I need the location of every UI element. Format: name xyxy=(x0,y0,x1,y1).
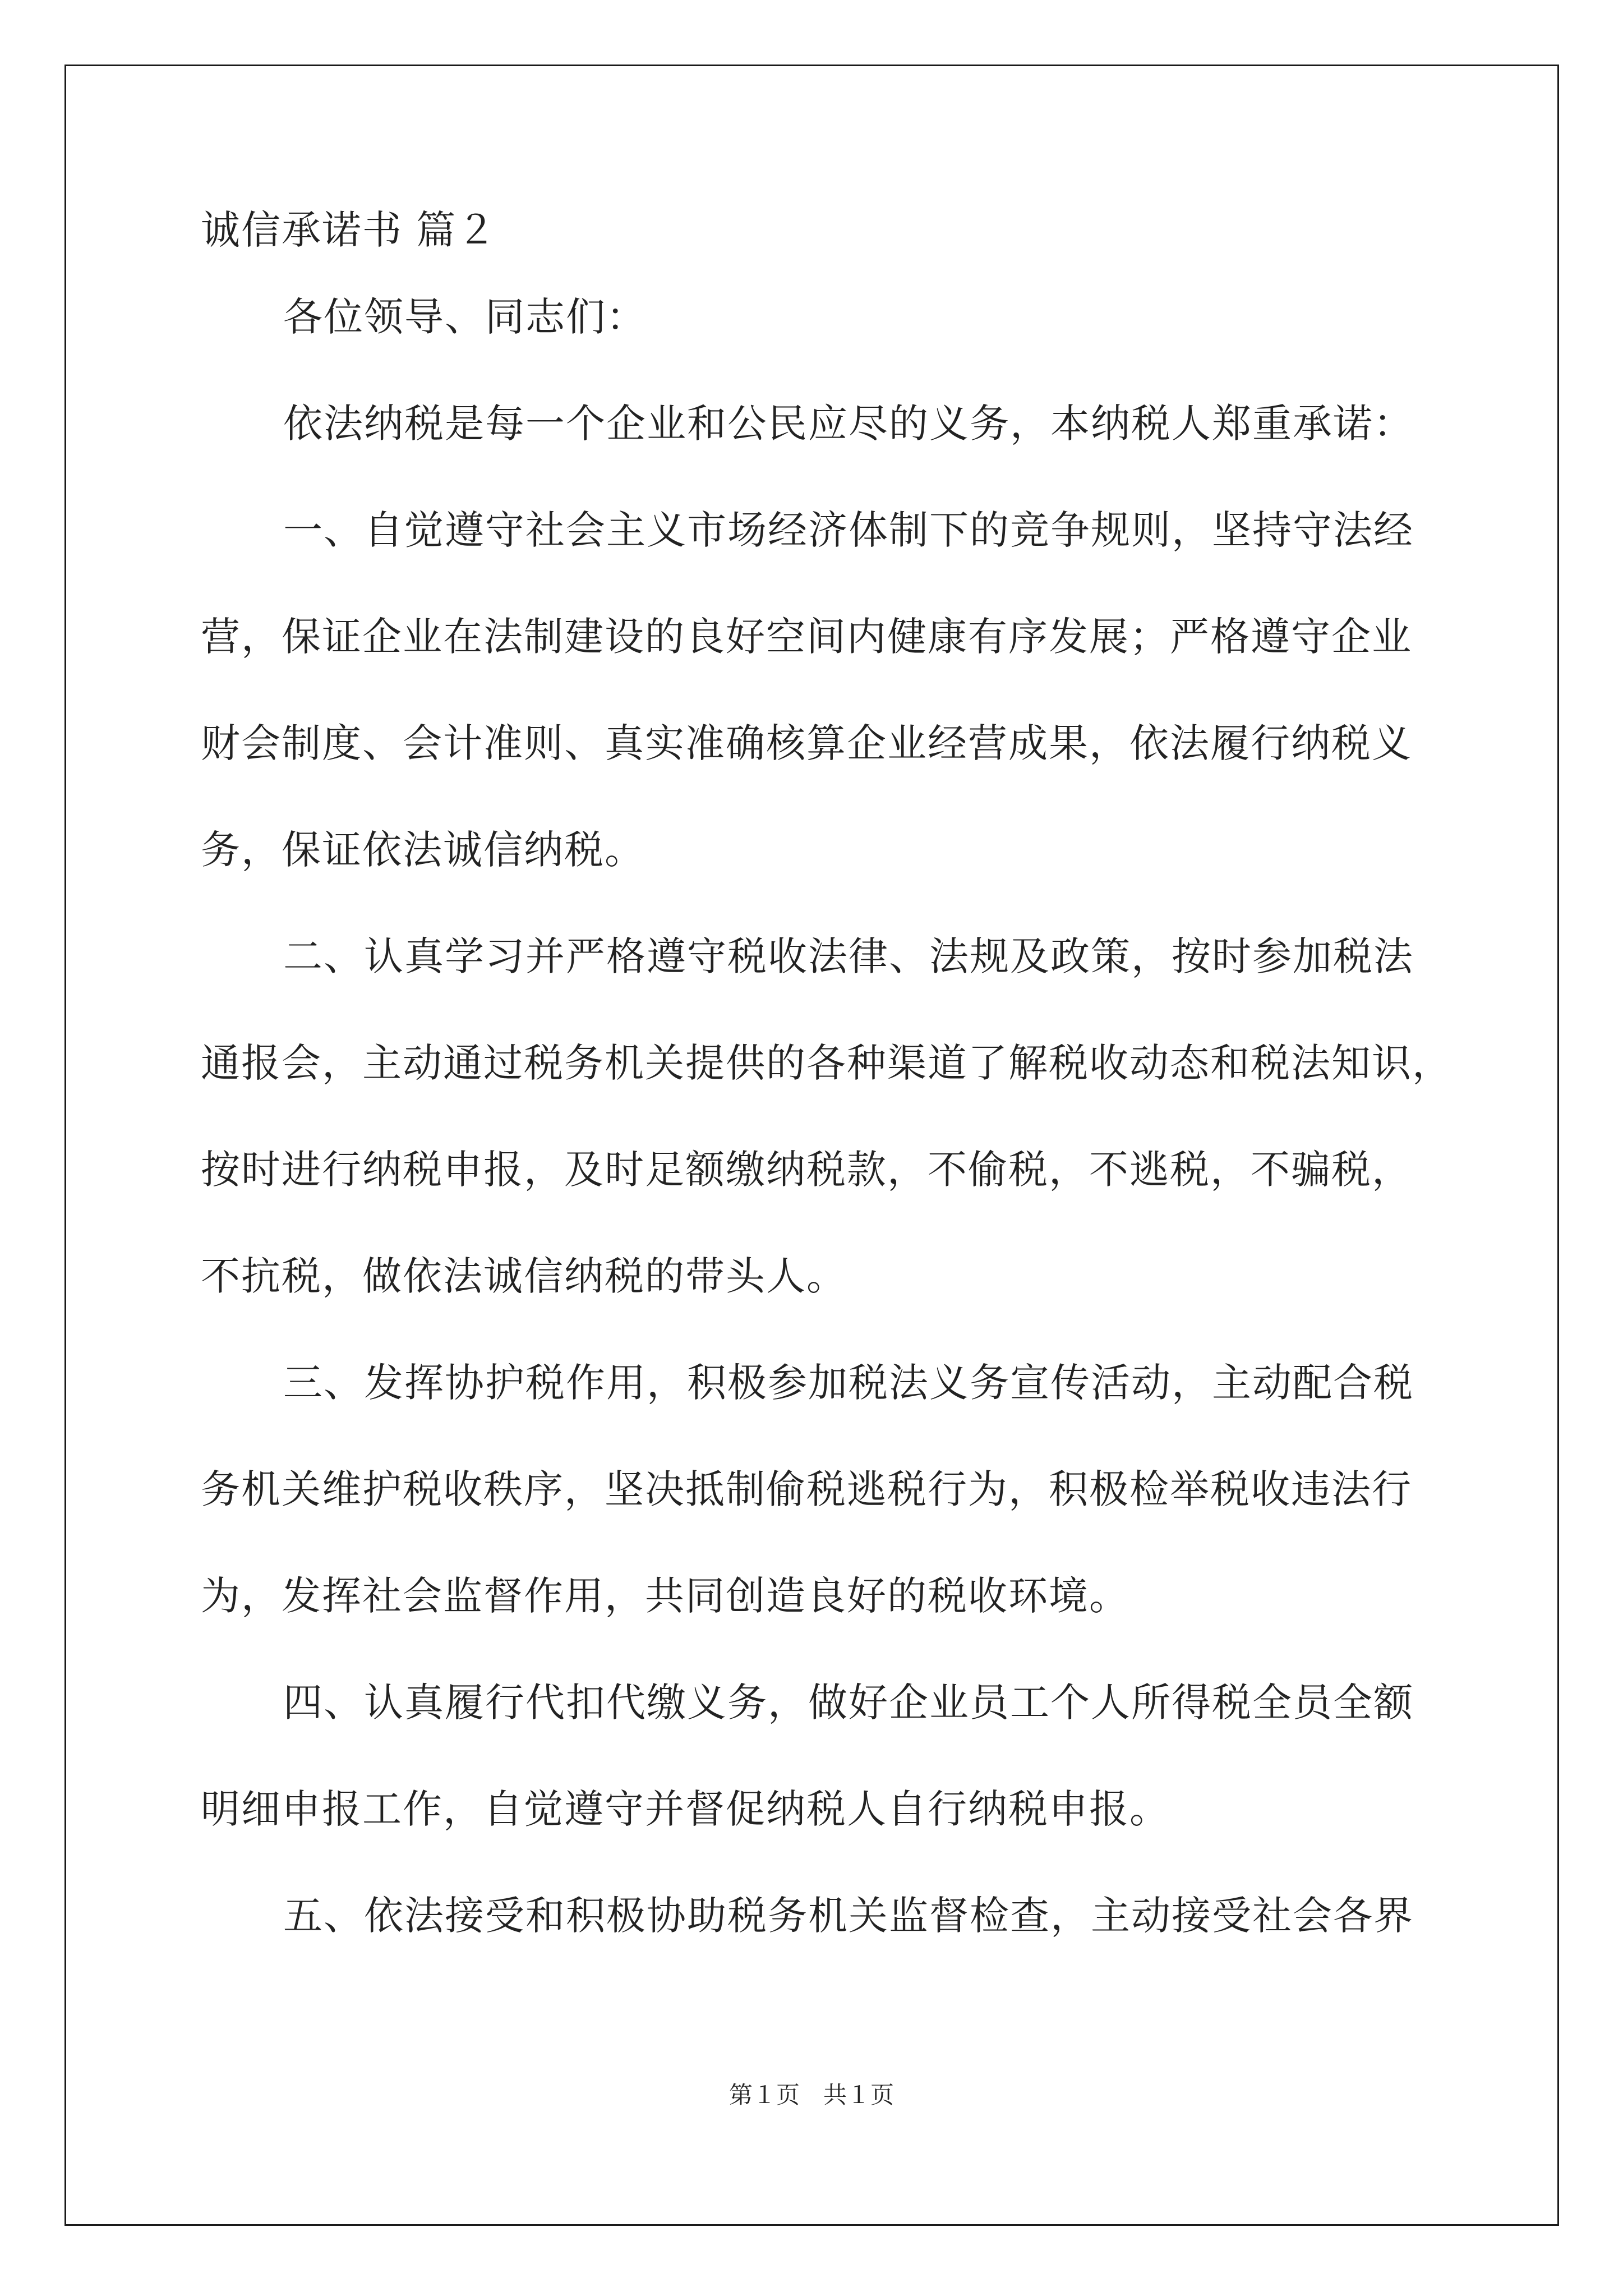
body-line: 通报会，主动通过税务机关提供的各种渠道了解税收动态和税法知识， xyxy=(201,1040,1453,1086)
body-line: 五、依法接受和积极协助税务机关监督检查，主动接受社会各界 xyxy=(283,1893,1414,1939)
body-line: 二、认真学习并严格遵守税收法律、法规及政策，按时参加税法 xyxy=(283,933,1414,979)
body-line: 不抗税，做依法诚信纳税的带头人。 xyxy=(201,1253,847,1299)
body-line: 按时进行纳税申报，及时足额缴纳税款，不偷税，不逃税，不骗税， xyxy=(201,1147,1412,1193)
salutation: 各位领导、同志们： xyxy=(283,294,647,340)
body-line: 一、自觉遵守社会主义市场经济体制下的竞争规则，坚持守法经 xyxy=(283,507,1414,553)
document-title: 诚信承诺书 篇２ xyxy=(201,207,497,253)
page-footer: 第１页 共１页 xyxy=(728,2081,894,2109)
body-line: 营，保证企业在法制建设的良好空间内健康有序发展；严格遵守企业 xyxy=(201,614,1412,660)
body-line: 依法纳税是每一个企业和公民应尽的义务，本纳税人郑重承诺： xyxy=(283,401,1414,447)
body-line: 财会制度、会计准则、真实准确核算企业经营成果，依法履行纳税义 xyxy=(201,720,1412,766)
body-line: 三、发挥协护税作用，积极参加税法义务宣传活动，主动配合税 xyxy=(283,1360,1414,1406)
body-line: 明细申报工作，自觉遵守并督促纳税人自行纳税申报。 xyxy=(201,1786,1170,1832)
body-line: 为，发挥社会监督作用，共同创造良好的税收环境。 xyxy=(201,1573,1129,1619)
body-line: 四、认真履行代扣代缴义务，做好企业员工个人所得税全员全额 xyxy=(283,1680,1414,1726)
body-line: 务机关维护税收秩序，坚决抵制偷税逃税行为，积极检举税收违法行 xyxy=(201,1466,1412,1512)
body-line: 务，保证依法诚信纳税。 xyxy=(201,827,645,873)
